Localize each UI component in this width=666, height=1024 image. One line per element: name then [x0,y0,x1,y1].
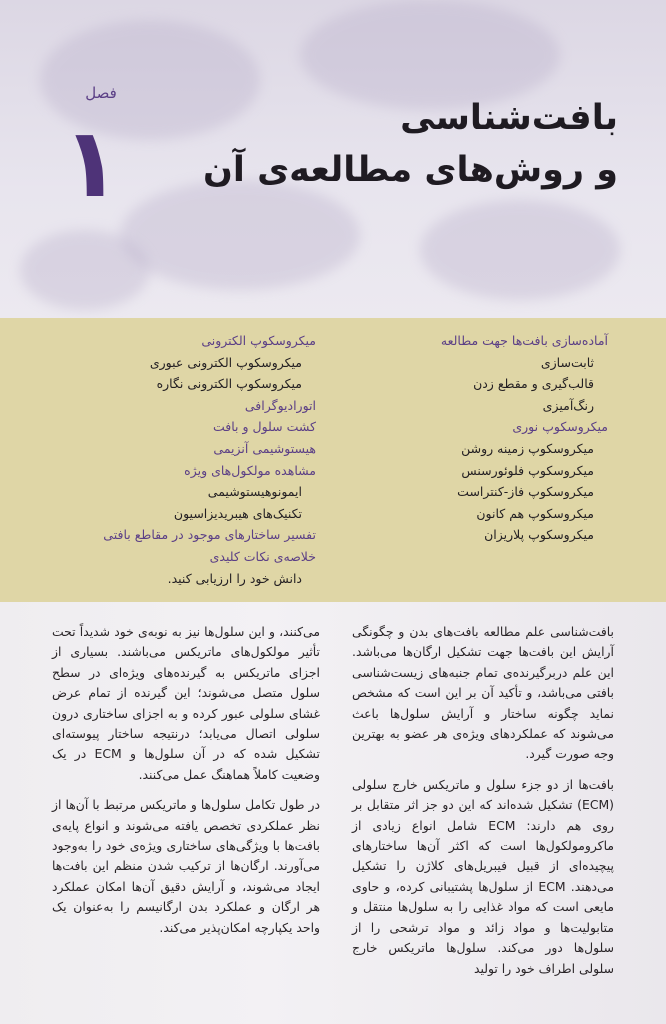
chapter-header-image [0,0,666,318]
contents-item: ایمونوهیستوشیمی [207,484,302,500]
contents-column-left [36,330,316,589]
body-column-left [52,622,320,948]
contents-item: میکروسکوپ الکترونی نگاره [156,376,302,392]
contents-item: آماده‌سازی بافت‌ها جهت مطالعه [440,333,608,348]
chapter-contents-box [0,318,666,602]
contents-item: اتورادیوگرافی [244,397,316,413]
body-paragraph: بافت‌شناسی علم مطالعه بافت‌های بدن و چگونگی آرایش این بافت‌ها جهت تشکیل ارگان‌ها می‌باشد. این علم دربرگیرنده‌ی تمام جنبه‌های زیست‌شناسی بافتی می‌باشد، و تأکید آن بر این است که مشخص نماید چگونه ساختار و آرایش سلول‌ها باعث می‌شوند که عملکردهای ویژه‌ی هر عضو به بهترین وجه صورت گیرد. [352,624,614,762]
contents-item: میکروسکوپ الکترونی [201,333,316,348]
contents-item: خلاصه‌ی نکات کلیدی [209,548,316,564]
contents-item: میکروسکوپ فاز-کنتراست [457,484,594,500]
contents-column-right [348,330,608,546]
contents-item: میکروسکوپ هم کانون [476,505,594,521]
contents-item: میکروسکوپ پلاریزان [484,527,594,543]
chapter-title [203,92,618,196]
contents-item: قالب‌گیری و مقطع زدن [473,376,594,392]
contents-item: میکروسکوپ فلوئورسنس [461,462,594,478]
contents-item: کشت سلول و بافت [212,419,316,435]
contents-item: دانش خود را ارزیابی کنید. [167,570,302,586]
body-paragraph: بافت‌ها از دو جزء سلول و ماتریکس خارج سلولی (ECM) تشکیل شده‌اند که این دو جز اثر متقابل بر روی هم دارند: ECM شامل انواع زیادی از ماکرومولکول‌ها است که اکثر آن‌ها ساختارهای پیچیده‌ای از قبیل فیبریل‌های کلاژن را تشکیل می‌دهند. ECM از سلول‌ها پشتیبانی کرده، و حاوی مایعی است که مواد غذایی را به سلول‌ها منتقل و متابولیت‌ها و مواد زائد و مواد ترشحی را از سلول‌ها دور می‌کند. سلول‌ها ماتریکس خارج سلولی اطراف خود را تولید [352,776,614,976]
contents-item: ثابت‌سازی [540,354,594,370]
chapter-number: ۱ [62,107,121,219]
chapter-title-line-2: و روش‌های مطالعه‌ی آن [203,150,618,190]
contents-item: میکروسکوپ نوری [512,419,608,435]
contents-item: رنگ‌آمیزی [542,397,594,413]
contents-item: میکروسکوپ زمینه روشن [461,440,594,456]
chapter-label: فصل [85,84,117,102]
contents-item: تفسیر ساختارهای موجود در مقاطع بافتی [103,527,316,543]
contents-item: هیستوشیمی آنزیمی [213,440,316,456]
body-paragraph: می‌کنند، و این سلول‌ها نیز به نوبه‌ی خود شدیداً تحت تأثیر مولکول‌های ماتریکس می‌باشند. بسیاری از اجزای ماتریکس به گیرنده‌های ویژه‌ای در سطح سلول متصل می‌شوند؛ این گیرنده از تمام عرض غشای سلولی عبور کرده و به اجزای ساختاری درون سلولی اتصال می‌یابد؛ درنتیجه ساختار پیوسته‌ای تشکیل شده که در آن سلول‌ها و ECM در یک وضعیت کاملاً هماهنگ عمل می‌کنند. [52,624,320,782]
contents-item: مشاهده مولکول‌های ویژه [184,462,316,478]
body-paragraph: در طول تکامل سلول‌ها و ماتریکس مرتبط با آن‌ها از نظر عملکردی تخصص یافته می‌شوند و انواع پایه‌ی بافت‌ها با ویژگی‌های ساختاری ویژه‌ی خود را به‌وجود می‌آورند. ارگان‌ها از ترکیب شدن منظم این بافت‌ها ایجاد می‌شوند، و آرایش دقیق آن‌ها امکان عملکرد هر ارگان و عملکرد بدن ارگانیسم را به‌عنوان یک واحد یکپارچه امکان‌پذیر می‌کند. [52,797,320,935]
contents-item: میکروسکوپ الکترونی عبوری [149,354,302,370]
chapter-title-line-1: بافت‌شناسی [400,98,618,138]
contents-item: تکنیک‌های هیبریدیزاسیون [173,505,302,521]
body-column-right [352,622,614,989]
